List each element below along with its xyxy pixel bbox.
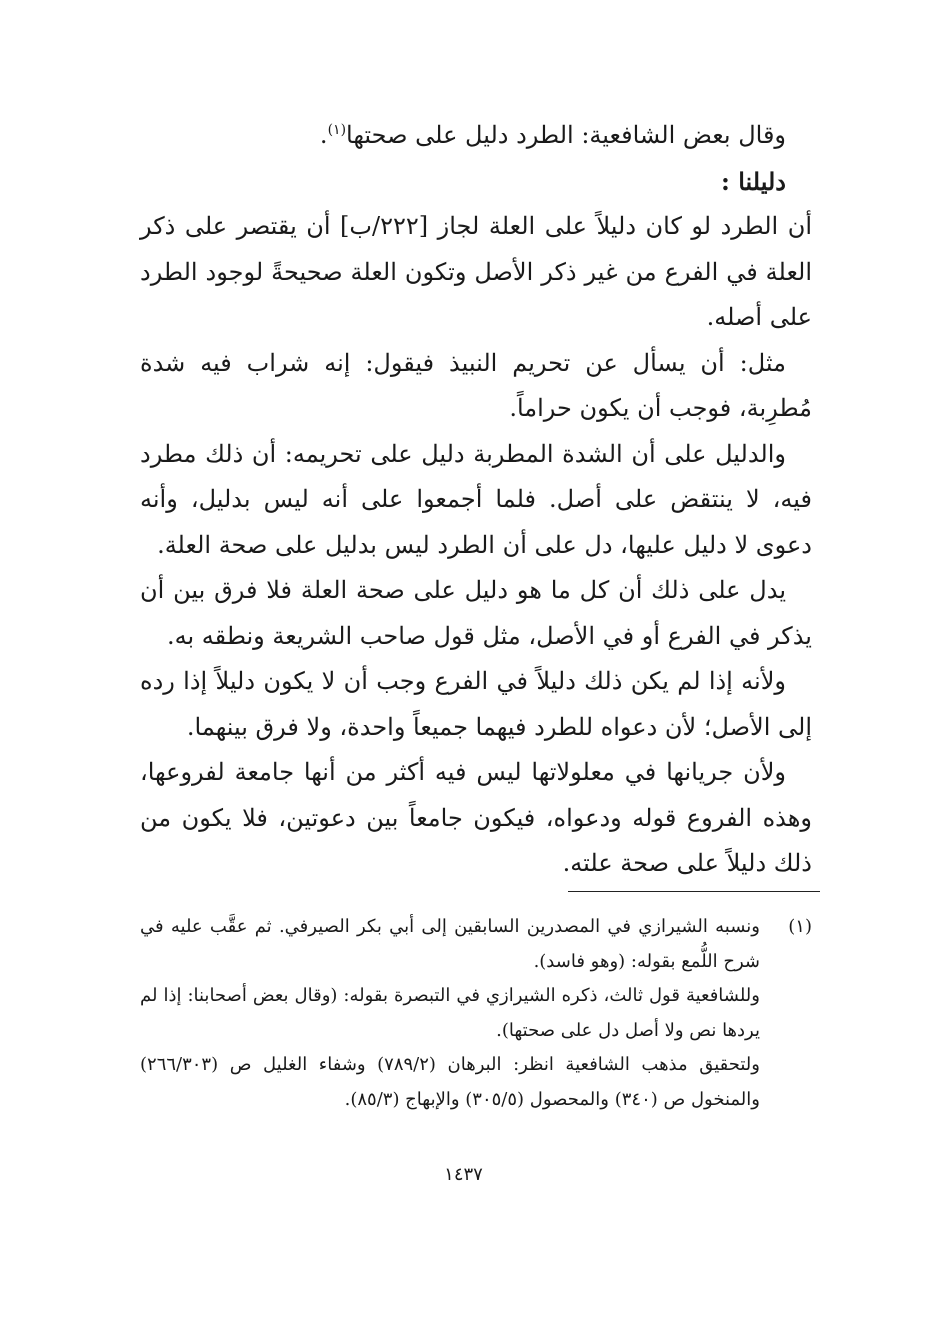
footnote-number: (١) xyxy=(788,916,812,937)
paragraph-2: مثل: أن يسأل عن تحريم النبيذ فيقول: إنه شراب فيه شدة مُطرِبة، فوجب أن يكون حراماً. xyxy=(140,348,812,422)
main-text xyxy=(140,113,812,887)
opening-line-text: وقال بعض الشافعية: الطرد دليل على صحتها xyxy=(346,121,786,149)
paragraph-1: أن الطرد لو كان دليلاً على العلة لجاز [٢٢٢/ب] أن يقتصر على ذكر العلة في الفرع من غير ذكر الأصل وتكون العلة صحيحةً لوجود الطرد على أصله. xyxy=(140,212,812,331)
footnote-paragraph-3: ولتحقيق مذهب الشافعية انظر: البرهان (٧٨٩/٢) وشفاء الغليل ص (٢٦٦/٣٠٣) والمنخول ص (٣٤٠) والمحصول (٣٠٥/٥) والإبهاج (٨٥/٣). xyxy=(140,1054,760,1110)
paragraph-4: يدل على ذلك أن كل ما هو دليل على صحة العلة فلا فرق بين أن يذكر في الفرع أو في الأصل، مثل قول صاحب الشريعة ونطقه به. xyxy=(140,576,812,650)
footnote-reference: (١) xyxy=(327,122,347,138)
paragraph-3: والدليل على أن الشدة المطربة دليل على تحريمه: أن ذلك مطرد فيه، لا ينتقض على أصل. فلما أجمعوا على أنه ليس بدليل، وأنه دعوى لا دليل عليها، دل على أن الطرد ليس بدليل على صحة العلة. xyxy=(140,439,812,559)
opening-line-end: . xyxy=(319,121,328,149)
page-number: ١٤٣٧ xyxy=(444,1164,483,1185)
footnotes xyxy=(140,910,812,1117)
footnote-paragraph-2: وللشافعية قول ثالث، ذكره الشيرازي في التبصرة بقوله: (وقال بعض أصحابنا: إذا لم يردها نص ولا أصل دل على صحتها). xyxy=(140,985,760,1041)
opening-line xyxy=(140,113,812,159)
footnote-paragraph-1: ونسبه الشيرازي في المصدرين السابقين إلى أبي بكر الصيرفي. ثم عقَّب عليه في شرح اللُّمع بقوله: (وهو فاسد). xyxy=(140,916,760,972)
section-heading: دليلنا : xyxy=(721,166,786,196)
footnote-1 xyxy=(140,910,812,1117)
paragraph-6: ولأن جريانها في معلولاتها ليس فيه أكثر من أنها جامعة لفروعها، وهذه الفروع قوله ودعواه، فيكون جامعاً بين دعوتين، فلا يكون من ذلك دليلاً على صحة علته. xyxy=(140,758,812,877)
footnote-separator xyxy=(568,891,820,892)
paragraph-5: ولأنه إذا لم يكن ذلك دليلاً في الفرع وجب أن لا يكون دليلاً إذا رده إلى الأصل؛ لأن دعواه للطرد فيهما جميعاً واحدة، ولا فرق بينهما. xyxy=(140,667,812,741)
footnote-body xyxy=(140,910,760,1117)
